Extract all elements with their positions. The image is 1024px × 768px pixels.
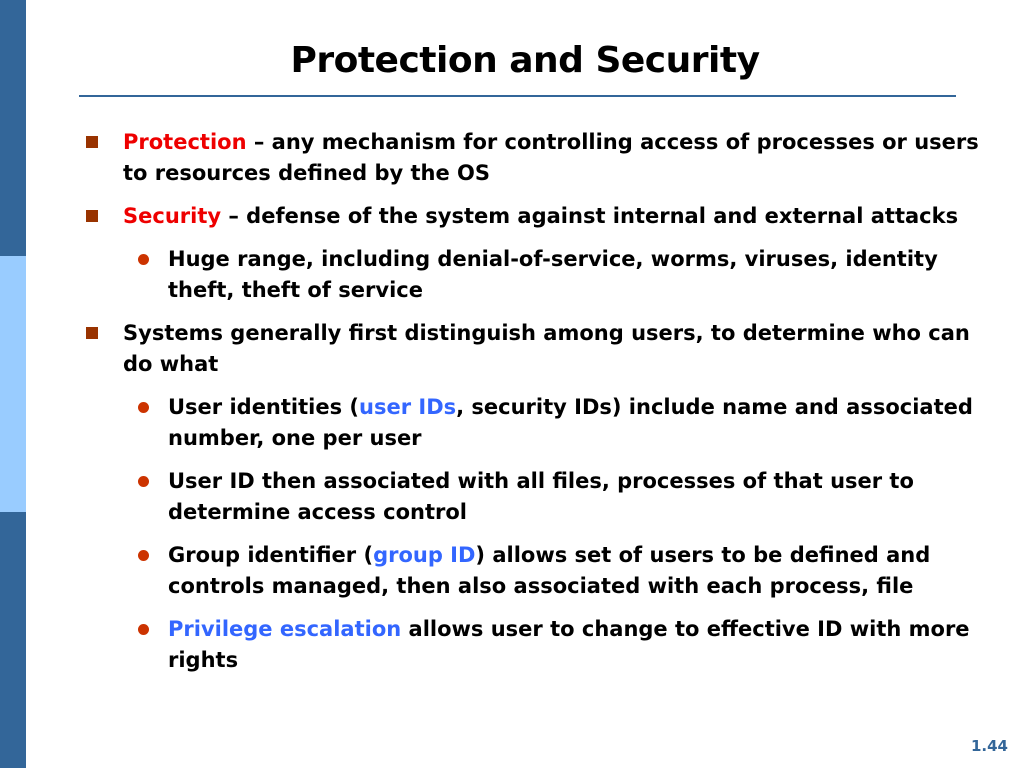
bullet-text: User ID then associated with all files, processes of that user to determine access control: [168, 469, 914, 524]
dot-bullet-icon: [138, 402, 149, 413]
subbullet-user-id-files: [82, 466, 982, 528]
term-security: Security: [123, 204, 222, 228]
page-number: 1.44: [970, 737, 1008, 755]
dot-bullet-icon: [138, 624, 149, 635]
bullet-text-post: ) allows set of users to be defined and controls managed, then also associated with each process, file: [168, 543, 931, 598]
square-bullet-icon: [86, 210, 98, 222]
bullet-text-post: , security IDs) include name and associated number, one per user: [168, 395, 973, 450]
subbullet-huge-range: [82, 244, 982, 306]
square-bullet-icon: [86, 136, 98, 148]
dot-bullet-icon: [138, 254, 149, 265]
slide-title: Protection and Security: [290, 40, 760, 81]
dot-bullet-icon: [138, 476, 149, 487]
bullet-text: Huge range, including denial-of-service, worms, viruses, identity theft, theft of service: [168, 247, 938, 302]
subbullet-privilege-escalation: [82, 614, 982, 676]
term-group-id: group ID: [373, 543, 476, 567]
subbullet-group-identifier: [82, 540, 982, 602]
bullet-security: [82, 201, 982, 232]
term-privilege-escalation: Privilege escalation: [168, 617, 402, 641]
term-protection: Protection: [123, 130, 247, 154]
bullet-text-pre: User identities (: [168, 395, 360, 419]
bullet-text: – any mechanism for controlling access of processes or users to resources defined by the OS: [123, 130, 979, 185]
sidebar-segment-middle: [0, 256, 26, 512]
bullet-text-post: allows user to change to effective ID with more rights: [168, 617, 970, 672]
dot-bullet-icon: [138, 550, 149, 561]
sidebar-segment-bottom: [0, 512, 26, 768]
sidebar-segment-top: [0, 0, 26, 256]
subbullet-user-identities: [82, 392, 982, 454]
term-user-ids: user IDs: [359, 395, 457, 419]
sidebar-stripe: [0, 0, 26, 768]
bullet-text: – defense of the system against internal and external attacks: [221, 204, 959, 228]
slide-content: [82, 127, 982, 688]
bullet-systems-distinguish: [82, 318, 982, 380]
bullet-text-pre: Group identifier (: [168, 543, 374, 567]
title-divider: [79, 95, 956, 97]
bullet-text: Systems generally first distinguish among users, to determine who can do what: [123, 321, 970, 376]
square-bullet-icon: [86, 327, 98, 339]
bullet-protection: [82, 127, 982, 189]
